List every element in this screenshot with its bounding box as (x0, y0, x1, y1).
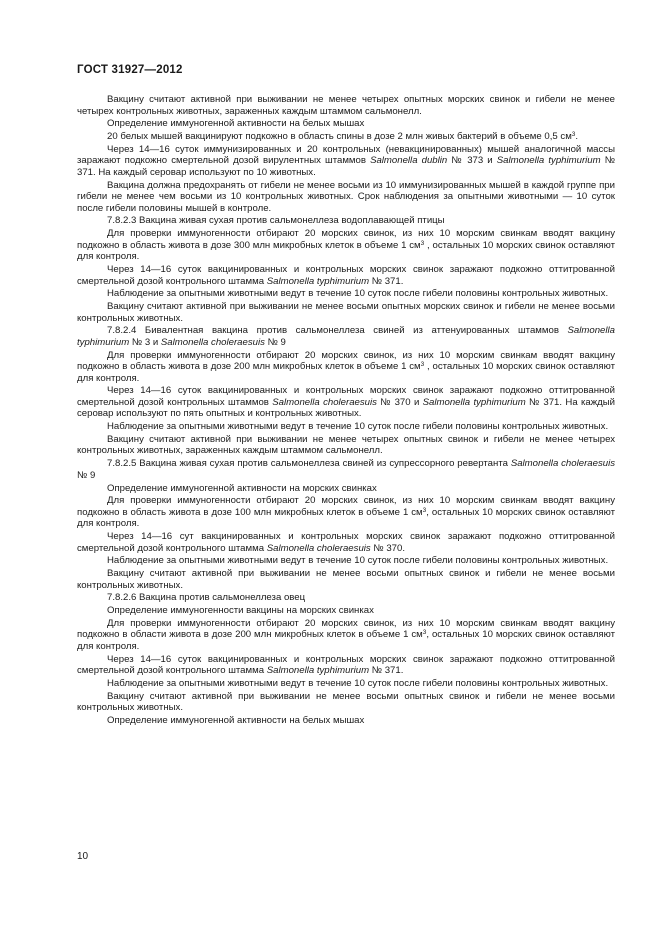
text-run: 7.8.2.5 Вакцина живая сухая против сальмонеллеза свиней из супрессорного ревертанта (107, 458, 511, 470)
species-name: Salmonella choleraesuis (160, 336, 265, 348)
paragraph (77, 301, 615, 324)
text-run: Для проверки иммуногенности отбирают 20 морских свинок, из них 10 морским свинкам вводят вакцину подкожно в область живота в дозе 200 млн микробных клеток в объеме 1 см (77, 349, 615, 373)
paragraph (77, 325, 615, 348)
text-run: Вакцину считают активной при выживании не менее восьми опытных морских свинок и гибели не менее восьми контрольных животных. (77, 300, 615, 324)
text-run: , остальных 10 морских свинок оставляют для контроля. (77, 239, 615, 263)
species-name: Salmonella dublin (370, 155, 448, 167)
species-name: Salmonella typhimurium (496, 155, 601, 167)
paragraph (77, 118, 615, 130)
paragraph (77, 654, 615, 677)
superscript: 3 (420, 361, 425, 369)
text-run: № 370 и (376, 396, 423, 408)
paragraph (77, 605, 615, 617)
superscript: 3 (422, 629, 427, 637)
text-run: 20 белых мышей вакцинируют подкожно в область спины в дозе 2 млн живых бактерий в объеме 0,5 см (107, 131, 572, 143)
text-run: Для проверки иммуногенности отбирают 20 морских свинок, из них 10 морским свинкам вводят вакцину подкожно в область живота в дозе 100 млн микробных клеток в объеме 1 см (77, 495, 615, 518)
paragraph (77, 421, 615, 433)
text-run: Наблюдение за опытными животными ведут в течение 10 суток после гибели половины контрольных животных. (107, 555, 609, 567)
species-name: Salmonella typhimurium (266, 275, 370, 287)
paragraph (77, 144, 615, 179)
text-run: № 373 и (447, 155, 497, 167)
text-run: Для проверки иммуногенности отбирают 20 морских свинок, из них 10 морским свинкам вводят вакцину подкожно в области живота в дозе 200 млн микробных клеток в объеме 1 см (77, 617, 615, 641)
paragraph (77, 495, 615, 530)
text-run: Определение иммуногенной активности на морских свинках (107, 482, 377, 494)
text-run: Наблюдение за опытными животными ведут в течение 10 суток после гибели половины контрольных животных. (107, 677, 609, 689)
text-run: Через 14—16 суток вакцинированных и контрольных морских свинок заражают подкожно оттитрованной смертельной дозой контрольных штаммов (77, 385, 615, 408)
text-run: , остальных 10 морских свинок оставляют для контроля. (77, 506, 615, 530)
text-run: Вакцину считают активной при выживании не менее четырех опытных морских свинок и гибели не менее четырех контрольных животных, зараженных каждым штаммом сальмонелл. (77, 94, 615, 117)
species-name: Salmonella choleraesuis (266, 542, 371, 554)
text-run: № 370. (370, 542, 406, 554)
text-run: № 371. (369, 665, 404, 677)
paragraph (77, 131, 615, 143)
paragraph (77, 531, 615, 554)
text-run: Для проверки иммуногенности отбирают 20 морских свинок, из них 10 морским свинкам вводят вакцину подкожно в область живота в дозе 300 млн микробных клеток в объеме 1 см (77, 228, 615, 251)
text-run: Через 14—16 суток вакцинированных и контрольных морских свинок заражают подкожно оттитрованной смертельной дозой контрольного штамма (77, 653, 615, 677)
paragraph (77, 215, 615, 227)
text-run: Вакцина должна предохранять от гибели не менее восьми из 10 иммунизированных мышей в каждой группе при гибели не менее чем восьми из 10 контрольных животных. Срок наблюдения за опытными животными — 10 суток после гибели половины мышей в контроле. (77, 179, 615, 214)
paragraph (77, 678, 615, 690)
paragraph (77, 228, 615, 263)
text-run: Через 14—16 суток вакцинированных и контрольных морских свинок заражают подкожно оттитрованной смертельной дозой контрольного штамма (77, 263, 615, 287)
species-name: Salmonella choleraesuis (272, 396, 377, 408)
paragraph (77, 618, 615, 653)
paragraph (77, 288, 615, 300)
document-body (77, 94, 615, 728)
text-run: Через 14—16 сут вакцинированных и контрольных морских свинок заражают подкожно оттитрованной смертельной дозой контрольного штамма (77, 531, 615, 554)
paragraph (77, 434, 615, 457)
species-name: Salmonella typhimurium (266, 665, 370, 677)
paragraph (77, 555, 615, 567)
document-header: ГОСТ 31927—2012 (77, 64, 183, 76)
paragraph (77, 592, 615, 604)
text-run: , остальных 10 морских свинок оставляют для контроля. (77, 361, 615, 384)
text-run: Вакцину считают активной при выживании не менее четырех опытных свинок и гибели не менее четырех контрольных животных, зараженных каждым штаммом сальмонелл. (77, 433, 615, 457)
text-run: № 371. (369, 275, 404, 287)
paragraph (77, 691, 615, 714)
page-number: 10 (77, 851, 89, 862)
paragraph (77, 483, 615, 495)
text-run: Определение иммуногенности вакцины на морских свинках (107, 605, 374, 617)
text-run: № 9 (77, 469, 96, 481)
paragraph (77, 180, 615, 215)
paragraph (77, 264, 615, 287)
species-name: Salmonella choleraesuis (510, 458, 616, 470)
text-run: Через 14—16 суток иммунизированных и 20 контрольных (невакцинированных) мышей аналогичной массы заражают подкожно смертельной дозой вирулентных штаммов (77, 143, 615, 167)
paragraph (77, 350, 615, 385)
text-run: Вакцину считают активной при выживании не менее восьми опытных свинок и гибели не менее восьми контрольных животных. (77, 690, 615, 714)
text-run: № 9 (264, 336, 286, 348)
text-run: № 3 и (129, 336, 161, 348)
text-run: Наблюдение за опытными животными ведут в течение 10 суток после гибели половины контрольных животных. (107, 288, 609, 300)
text-run: Наблюдение за опытными животными ведут в течение 10 суток после гибели половины контрольных животных. (107, 421, 609, 433)
text-run: Определение иммуногенной активности на белых мышах (107, 714, 365, 726)
text-run: Вакцину считают активной при выживании не менее восьми опытных свинок и гибели не менее восьми контрольных животных. (77, 568, 615, 591)
paragraph (77, 568, 615, 591)
species-name: Salmonella typhimurium (422, 396, 526, 408)
text-run: № 371. На каждый серовар используют по 10 животных. (77, 155, 616, 178)
text-run: . (575, 131, 579, 143)
paragraph (77, 458, 615, 481)
species-name: Salmonella typhimurium (77, 325, 615, 348)
text-run: 7.8.2.6 Вакцина против сальмонеллеза овец (107, 592, 306, 604)
text-run: 7.8.2.4 Бивалентная вакцина против сальмонеллеза свиней из аттенуированных штаммов (107, 325, 568, 337)
paragraph (77, 385, 615, 420)
text-run: Определение иммуногенной активности на белых мышах (107, 118, 365, 130)
superscript: 3 (422, 506, 427, 514)
paragraph (77, 94, 615, 117)
text-run: , остальных 10 морских свинок оставляют для контроля. (77, 629, 615, 652)
superscript: 3 (420, 239, 425, 247)
text-run: № 371. На каждый серовар используют по пять опытных и контрольных животных. (77, 396, 616, 420)
superscript: 3 (571, 131, 576, 139)
text-run: 7.8.2.3 Вакцина живая сухая против сальмонеллеза водоплавающей птицы (107, 215, 445, 227)
paragraph (77, 715, 615, 727)
